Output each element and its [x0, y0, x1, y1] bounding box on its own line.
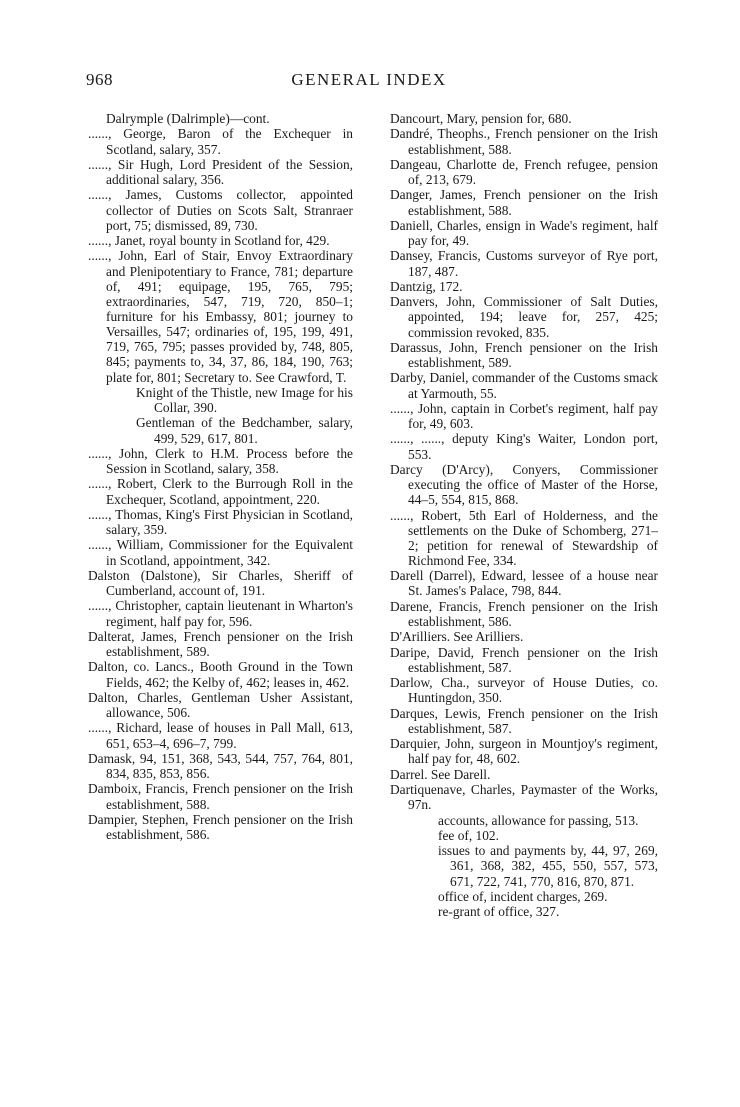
- index-entry: ......, Thomas, King's First Physician in Scotland, salary, 359.: [88, 506, 353, 538]
- index-entry: Danvers, John, Commissioner of Salt Duties, appointed, 194; leave for, 257, 425; commission revoked, 835.: [390, 294, 658, 340]
- index-entry: Dalrymple (Dalrimple)—cont.: [106, 111, 270, 126]
- index-column-left: [88, 111, 353, 842]
- index-entry: Darlow, Cha., surveyor of House Duties, co. Huntingdon, 350.: [390, 675, 658, 706]
- index-entry: Dansey, Francis, Customs surveyor of Rye port, 187, 487.: [390, 248, 658, 279]
- index-subentry: fee of, 102.: [438, 827, 499, 843]
- index-entry: ......, Sir Hugh, Lord President of the Session, additional salary, 356.: [88, 156, 353, 187]
- index-entry: Dangeau, Charlotte de, French refugee, pension of, 213, 679.: [390, 156, 658, 187]
- index-entry: Dandré, Theophs., French pensioner on the Irish establishment, 588.: [390, 126, 658, 157]
- index-entry: Darell (Darrel), Edward, lessee of a house near St. James's Palace, 798, 844.: [390, 568, 658, 599]
- index-entry: ......, John, Earl of Stair, Envoy Extraordinary and Plenipotentiary to France, 781; departure of, 491; equipage, 195, 765, 795; extraordinaries, 547, 719, 720, 850–1; furniture for his Embassy, 801; journey to Versailles, 547; ordinaries of, 195, 199, 491, 719, 765, 795; passes provided by, 748, 805, 845; payments to, 34, 37, 86, 184, 190, 763; plate for, 801; Secretary to. See Crawford, T.: [88, 248, 353, 385]
- index-entry: ......, James, Customs collector, appointed collector of Duties on Scots Salt, Stranraer port, 75; dismissed, 89, 730.: [88, 187, 353, 233]
- index-entry: Darquier, John, surgeon in Mountjoy's regiment, half pay for, 48, 602.: [390, 736, 658, 767]
- index-entry: ......, Janet, royal bounty in Scotland for, 429.: [88, 233, 330, 248]
- index-subentry: issues to and payments by, 44, 97, 269, 361, 368, 382, 455, 550, 557, 573, 671, 722, 741, 770, 816, 870, 871.: [438, 843, 658, 889]
- index-entry: Dancourt, Mary, pension for, 680.: [390, 111, 572, 126]
- index-entry: ......, Robert, Clerk to the Burrough Roll in the Exchequer, Scotland, appointment, 220.: [88, 476, 353, 507]
- index-entry: Daniell, Charles, ensign in Wade's regiment, half pay for, 49.: [390, 217, 658, 248]
- index-entry: Darene, Francis, French pensioner on the Irish establishment, 586.: [390, 598, 658, 629]
- index-entry: Dantzig, 172.: [390, 278, 463, 294]
- index-entry: ......, Christopher, captain lieutenant in Wharton's regiment, half pay for, 596.: [88, 598, 353, 629]
- index-subentry: re-grant of office, 327.: [438, 904, 560, 920]
- index-entry: Darques, Lewis, French pensioner on the Irish establishment, 587.: [390, 705, 658, 736]
- page-header: [86, 70, 652, 100]
- index-entry: Dartiquenave, Charles, Paymaster of the Works, 97n.: [390, 782, 658, 813]
- index-entry: Darby, Daniel, commander of the Customs smack at Yarmouth, 55.: [390, 370, 658, 401]
- index-entry: Daripe, David, French pensioner on the Irish establishment, 587.: [390, 644, 658, 675]
- index-entry: ......, Richard, lease of houses in Pall Mall, 613, 651, 653–4, 696–7, 799.: [88, 720, 353, 751]
- index-entry: Darcy (D'Arcy), Conyers, Commissioner executing the office of Master of the Horse, 44–5, 554, 815, 868.: [390, 461, 658, 508]
- index-entry: Darassus, John, French pensioner on the Irish establishment, 589.: [390, 339, 658, 370]
- index-entry: Darrel. See Darell.: [390, 766, 491, 782]
- index-column-right: [390, 111, 658, 920]
- index-entry: ......, John, Clerk to H.M. Process before the Session in Scotland, salary, 358.: [88, 445, 353, 477]
- page-number: 968: [86, 70, 113, 89]
- index-entry: ......, George, Baron of the Exchequer in Scotland, salary, 357.: [88, 126, 353, 157]
- index-entry: ......, William, Commissioner for the Equivalent in Scotland, appointment, 342.: [88, 537, 353, 568]
- index-entry: ......, John, captain in Corbet's regiment, half pay for, 49, 603.: [390, 400, 658, 431]
- index-entry: Dalterat, James, French pensioner on the Irish establishment, 589.: [88, 628, 353, 660]
- index-entry: D'Arilliers. See Arilliers.: [390, 629, 524, 645]
- index-entry: Dampier, Stephen, French pensioner on the Irish establishment, 586.: [88, 811, 353, 843]
- index-entry: ......, Robert, 5th Earl of Holderness, and the settlements on the Duke of Schomberg, 271–2; petition for renewal of Stewardship of Richmond Fee, 334.: [390, 507, 658, 568]
- index-entry: Dalton, co. Lancs., Booth Ground in the Town Fields, 462; the Kelby of, 462; leases in, 462.: [88, 659, 353, 690]
- index-subentry: accounts, allowance for passing, 513.: [438, 812, 639, 828]
- index-entry: Danger, James, French pensioner on the Irish establishment, 588.: [390, 187, 658, 218]
- index-subentry: Gentleman of the Bedchamber, salary, 499, 529, 617, 801.: [136, 415, 353, 446]
- index-entry: Damask, 94, 151, 368, 543, 544, 757, 764, 801, 834, 835, 853, 856.: [88, 750, 353, 782]
- index-subentry: office of, incident charges, 269.: [438, 888, 608, 904]
- page-title: GENERAL INDEX: [291, 70, 447, 89]
- index-entry: Damboix, Francis, French pensioner on the Irish establishment, 588.: [88, 781, 353, 812]
- index-entry: Dalton, Charles, Gentleman Usher Assistant, allowance, 506.: [88, 689, 353, 721]
- index-subentry: Knight of the Thistle, new Image for his Collar, 390.: [136, 384, 353, 416]
- index-entry: ......, ......, deputy King's Waiter, London port, 553.: [390, 431, 658, 462]
- index-entry: Dalston (Dalstone), Sir Charles, Sheriff of Cumberland, account of, 191.: [88, 567, 353, 599]
